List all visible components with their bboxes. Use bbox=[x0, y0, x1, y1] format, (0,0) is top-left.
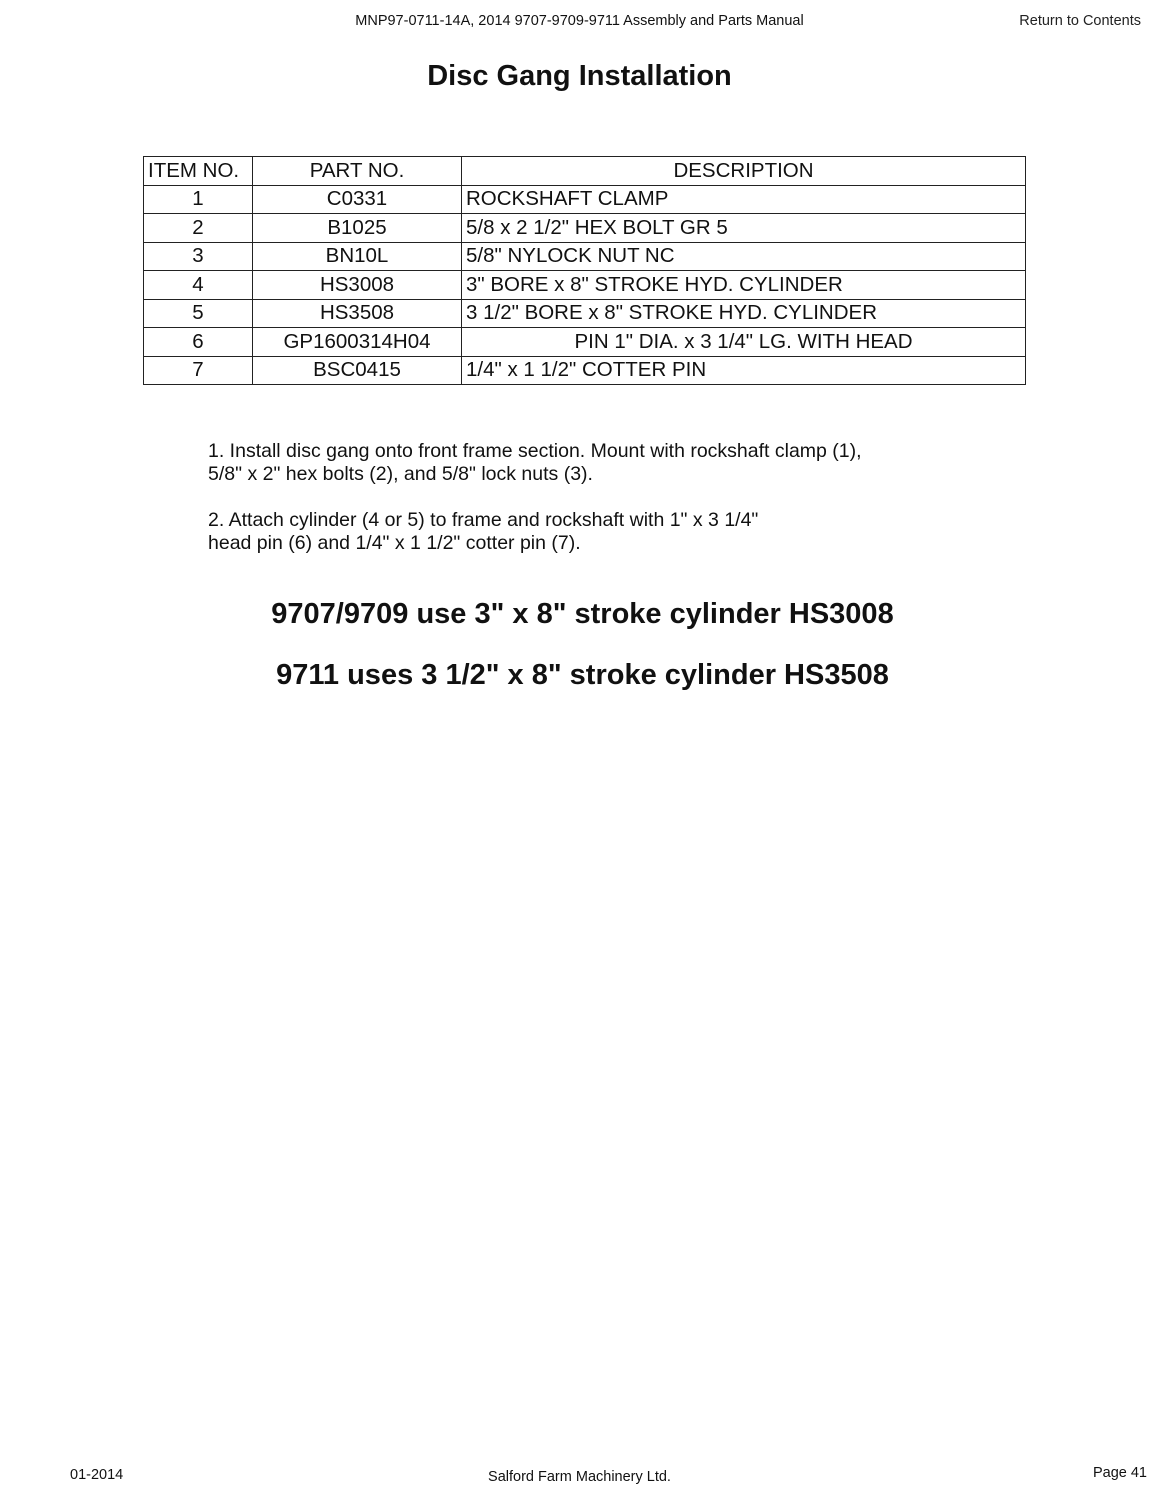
description-cell: 3 1/2" BORE x 8" STROKE HYD. CYLINDER bbox=[462, 299, 1026, 328]
footer-company: Salford Farm Machinery Ltd. bbox=[488, 1469, 671, 1485]
item-number-cell: 3 bbox=[144, 242, 253, 271]
part-number-cell: B1025 bbox=[253, 214, 462, 243]
item-number-cell: 4 bbox=[144, 271, 253, 300]
parts-table bbox=[143, 156, 1026, 385]
part-number-cell: HS3008 bbox=[253, 271, 462, 300]
item-number-cell: 7 bbox=[144, 356, 253, 385]
table-row bbox=[144, 356, 1026, 385]
description-cell: PIN 1" DIA. x 3 1/4" LG. WITH HEAD bbox=[462, 328, 1026, 357]
page-number: Page 41 bbox=[1092, 1465, 1147, 1481]
instruction-line: 1. Install disc gang onto front frame section. Mount with rockshaft clamp (1), bbox=[208, 440, 862, 462]
table-row bbox=[144, 299, 1026, 328]
cylinder-note-9711: 9711 uses 3 1/2" x 8" stroke cylinder HS3508 bbox=[276, 659, 889, 691]
table-row bbox=[144, 328, 1026, 357]
table-row bbox=[144, 185, 1026, 214]
part-number-cell: BN10L bbox=[253, 242, 462, 271]
footer-date: 01-2014 bbox=[70, 1467, 124, 1483]
cylinder-note-9707-9709: 9707/9709 use 3" x 8" stroke cylinder HS3008 bbox=[271, 598, 894, 630]
instruction-line: head pin (6) and 1/4" x 1 1/2" cotter pin (7). bbox=[208, 532, 581, 554]
instruction-step-2 bbox=[208, 509, 1008, 555]
description-cell: ROCKSHAFT CLAMP bbox=[462, 185, 1026, 214]
table-header-row bbox=[144, 157, 1026, 186]
item-number-cell: 2 bbox=[144, 214, 253, 243]
column-header-part-no: PART NO. bbox=[253, 157, 462, 186]
part-number-cell: BSC0415 bbox=[253, 356, 462, 385]
table-row bbox=[144, 242, 1026, 271]
description-cell: 3" BORE x 8" STROKE HYD. CYLINDER bbox=[462, 271, 1026, 300]
document-title: MNP97-0711-14A, 2014 9707-9709-9711 Assembly and Parts Manual bbox=[355, 13, 804, 29]
table-row bbox=[144, 214, 1026, 243]
item-number-cell: 5 bbox=[144, 299, 253, 328]
return-to-contents-link[interactable]: Return to Contents bbox=[1019, 13, 1141, 29]
page-title: Disc Gang Installation bbox=[427, 60, 732, 92]
column-header-description: DESCRIPTION bbox=[462, 157, 1026, 186]
part-number-cell: HS3508 bbox=[253, 299, 462, 328]
instruction-line: 2. Attach cylinder (4 or 5) to frame and rockshaft with 1" x 3 1/4" bbox=[208, 509, 759, 531]
part-number-cell: GP1600314H04 bbox=[253, 328, 462, 357]
instruction-step-1 bbox=[208, 440, 1008, 486]
item-number-cell: 6 bbox=[144, 328, 253, 357]
description-cell: 5/8 x 2 1/2" HEX BOLT GR 5 bbox=[462, 214, 1026, 243]
part-number-cell: C0331 bbox=[253, 185, 462, 214]
column-header-item-no: ITEM NO. bbox=[144, 157, 253, 186]
description-cell: 1/4" x 1 1/2" COTTER PIN bbox=[462, 356, 1026, 385]
instruction-line: 5/8" x 2" hex bolts (2), and 5/8" lock nuts (3). bbox=[208, 463, 593, 485]
item-number-cell: 1 bbox=[144, 185, 253, 214]
table-row bbox=[144, 271, 1026, 300]
description-cell: 5/8" NYLOCK NUT NC bbox=[462, 242, 1026, 271]
